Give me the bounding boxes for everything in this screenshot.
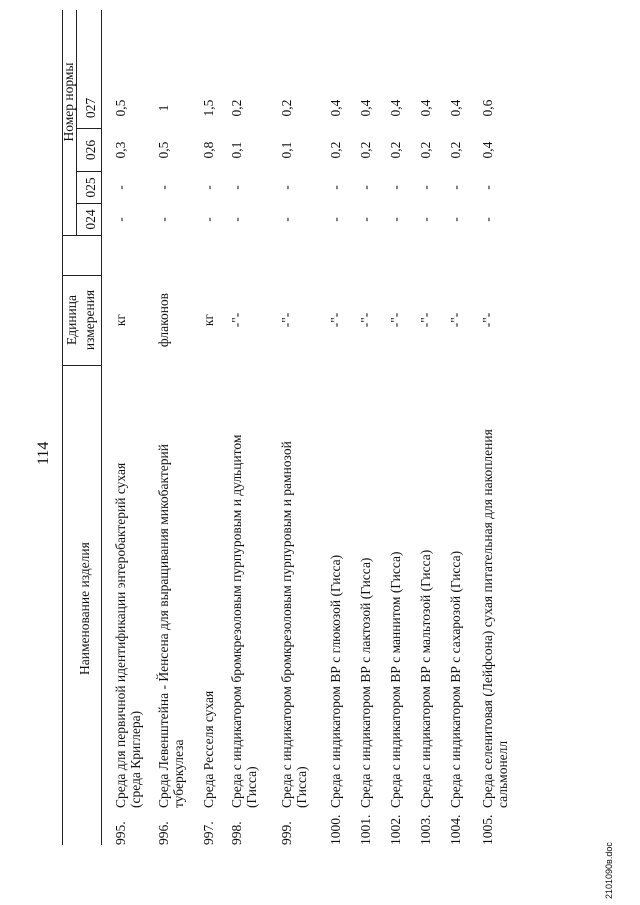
header-norm: Номер нормы xyxy=(61,62,76,142)
row-c024: - xyxy=(229,217,244,222)
row-unit: -"- xyxy=(480,312,495,328)
row-name xyxy=(480,368,510,808)
row-c026: 0,2 xyxy=(388,141,403,159)
row-c025: - xyxy=(388,185,403,190)
row-c025: - xyxy=(358,185,373,190)
row-unit: кг xyxy=(201,313,216,327)
row-name-line1: Среда с индикатором бромкрезоловым пурпуровым и рамнозой xyxy=(279,441,294,808)
row-c027: 0,4 xyxy=(388,99,403,117)
row-unit: -"- xyxy=(229,312,244,328)
row-number: 1000. xyxy=(328,814,343,845)
header-name: Наименование изделия xyxy=(77,542,92,675)
row-c025: - xyxy=(156,185,171,190)
row-number: 996. xyxy=(156,821,171,845)
row-c024: - xyxy=(201,217,216,222)
row-name-line1: Среда с индикатором ВР с мальтозой (Гисса) xyxy=(418,549,433,808)
row-name-line1: Среда для первичной идентификации энтеробактерий сухая xyxy=(113,462,128,808)
row-unit: -"- xyxy=(279,312,294,328)
row-c027: 0,2 xyxy=(279,99,294,117)
row-name-line1: Среда с индикатором ВР с маннитом (Гисса) xyxy=(388,551,403,808)
row-c024: - xyxy=(388,217,403,222)
row-c026: 0,4 xyxy=(480,141,495,159)
row-name-line2: туберкулеза xyxy=(171,739,186,808)
footer-filename: 2101090в.doc xyxy=(604,842,614,899)
row-c024: - xyxy=(418,217,433,222)
row-c025: - xyxy=(418,185,433,190)
row-c024: - xyxy=(113,217,128,222)
row-name xyxy=(388,368,403,808)
row-name-line1: Среда с индикатором ВР с глюкозой (Гисса) xyxy=(328,554,343,808)
row-name-line1: Среда Ресселя сухая xyxy=(201,690,216,808)
row-c026: 0,2 xyxy=(328,141,343,159)
row-c027: 0,4 xyxy=(328,99,343,117)
row-c026: 0,2 xyxy=(358,141,373,159)
header-bottom-line xyxy=(101,10,102,845)
row-name-line1: Среда с индикатором бромкрезоловым пурпуровым и дульцитом xyxy=(229,434,244,808)
row-number: 995. xyxy=(113,821,128,845)
row-name xyxy=(279,368,309,808)
row-c027: 1 xyxy=(156,104,171,112)
row-number: 1003. xyxy=(418,814,433,845)
row-c026: 0,1 xyxy=(279,141,294,159)
row-name-line1: Среда селенитовая (Лейфсона) сухая питательная для накопления xyxy=(480,429,495,808)
row-c024: - xyxy=(448,217,463,222)
row-c027: 0,4 xyxy=(448,99,463,117)
row-name-line2: (Гисса) xyxy=(294,766,309,808)
row-c025: - xyxy=(113,185,128,190)
row-unit: -"- xyxy=(448,312,463,328)
row-unit: кг xyxy=(113,313,128,327)
row-c027: 1,5 xyxy=(201,99,216,117)
row-name xyxy=(328,368,343,808)
row-unit: -"- xyxy=(328,312,343,328)
row-number: 997. xyxy=(201,821,216,845)
row-unit: флаконов xyxy=(156,292,171,348)
row-name xyxy=(418,368,433,808)
row-name xyxy=(448,368,463,808)
row-c025: - xyxy=(279,185,294,190)
row-number: 1001. xyxy=(358,814,373,845)
row-c026: 0,2 xyxy=(418,141,433,159)
row-c025: - xyxy=(448,185,463,190)
header-col-026: 026 xyxy=(83,139,98,161)
row-number: 1002. xyxy=(388,814,403,845)
row-unit: -"- xyxy=(388,312,403,328)
row-name-line2: сальмонелл xyxy=(495,740,510,808)
header-col-024: 024 xyxy=(83,209,98,230)
row-c027: 0,4 xyxy=(358,99,373,117)
row-name xyxy=(156,368,186,808)
row-unit: -"- xyxy=(418,312,433,328)
row-c024: - xyxy=(279,217,294,222)
col-sep-name-unit xyxy=(62,365,102,366)
row-name-line2: (Гисса) xyxy=(244,766,259,808)
row-c025: - xyxy=(229,185,244,190)
header-unit-line1: Единица xyxy=(64,295,79,346)
row-c024: - xyxy=(480,217,495,222)
row-name xyxy=(201,368,216,808)
row-number: 998. xyxy=(229,821,244,845)
row-c025: - xyxy=(480,185,495,190)
row-c024: - xyxy=(358,217,373,222)
row-c026: 0,3 xyxy=(113,141,128,159)
row-name xyxy=(113,368,143,808)
row-c026: 0,1 xyxy=(229,141,244,159)
row-name-line1: Среда с индикатором ВР с лактозой (Гисса) xyxy=(358,557,373,808)
row-name-line1: Среда Левенштейна - Йенсена для выращивания микобактерий xyxy=(156,444,171,808)
row-c026: 0,2 xyxy=(448,141,463,159)
row-name-line2: (среда Криглера) xyxy=(128,710,143,808)
row-number: 1004. xyxy=(448,814,463,845)
row-c027: 0,4 xyxy=(418,99,433,117)
header-col-025: 025 xyxy=(83,177,98,198)
row-c027: 0,2 xyxy=(229,99,244,117)
row-c024: - xyxy=(156,217,171,222)
row-c027: 0,5 xyxy=(113,99,128,117)
row-number: 999. xyxy=(279,821,294,845)
row-c025: - xyxy=(328,185,343,190)
row-number: 1005. xyxy=(480,814,495,845)
row-name xyxy=(358,368,373,808)
row-c026: 0,8 xyxy=(201,141,216,159)
page-number: 114 xyxy=(35,441,52,465)
row-c027: 0,6 xyxy=(480,99,495,117)
row-name xyxy=(229,368,259,808)
header-unit-line2: измерения xyxy=(82,289,97,351)
row-c024: - xyxy=(328,217,343,222)
header-col-027: 027 xyxy=(83,97,98,119)
row-c026: 0,5 xyxy=(156,141,171,159)
row-name-line1: Среда с индикатором ВР с сахарозой (Гисса) xyxy=(448,550,463,808)
col-sep-norm-start xyxy=(62,235,102,236)
row-c025: - xyxy=(201,185,216,190)
row-unit: -"- xyxy=(358,312,373,328)
